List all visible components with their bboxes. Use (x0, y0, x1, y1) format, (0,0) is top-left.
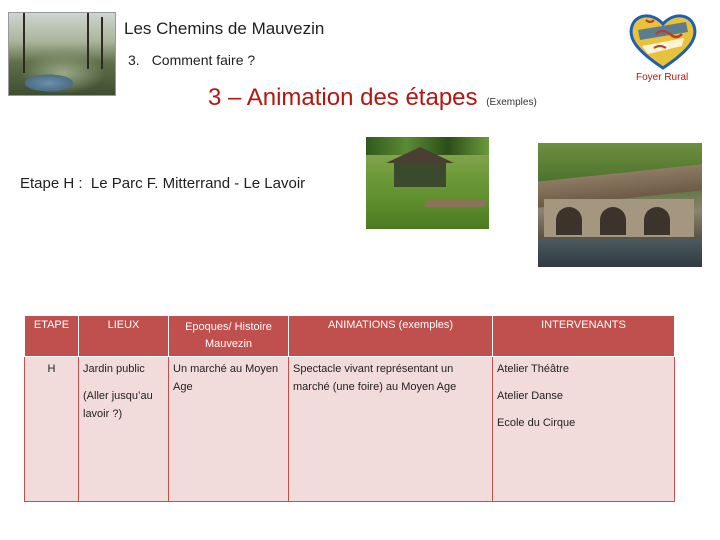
logo-caption: Foyer Rural (636, 72, 689, 83)
lieux-line: (Aller jusqu’au lavoir ?) (83, 390, 153, 420)
park-photo (366, 137, 489, 229)
page-title: Les Chemins de Mauvezin (124, 19, 325, 38)
cell-intervenants (493, 357, 675, 502)
header-animations: ANIMATIONS (exemples) (289, 316, 493, 357)
cell-etape: H (25, 357, 79, 502)
lieux-line: Jardin public (83, 363, 145, 375)
etape-label: Etape H : (20, 175, 83, 192)
table-row (25, 357, 675, 502)
intervenant-item: Atelier Théâtre (497, 363, 569, 375)
table-header-row (25, 316, 675, 357)
subtitle-text: Comment faire ? (151, 52, 256, 68)
header-photo-stream (8, 12, 116, 96)
section-subtitle (128, 52, 255, 68)
header-etape: ETAPE (25, 316, 79, 357)
animation-table (24, 315, 675, 502)
subtitle-number: 3. (128, 52, 140, 68)
lavoir-photo (538, 143, 702, 267)
header-epoques: Epoques/ Histoire Mauvezin (169, 316, 289, 357)
etape-place: Le Parc F. Mitterrand - Le Lavoir (90, 175, 306, 192)
cell-animations: Spectacle vivant représentant un marché (une foire) au Moyen Age (289, 357, 493, 502)
header-lieux: LIEUX (79, 316, 169, 357)
foyer-rural-logo (626, 8, 700, 72)
heading-text: 3 – Animation des étapes (208, 84, 478, 111)
heading-note: (Exemples) (486, 97, 537, 108)
header-intervenants: INTERVENANTS (493, 316, 675, 357)
cell-epoques: Un marché au Moyen Age (169, 357, 289, 502)
etape-heading (20, 175, 305, 192)
intervenant-item: Atelier Danse (497, 390, 564, 402)
intervenant-item: Ecole du Cirque (497, 417, 576, 429)
cell-lieux (79, 357, 169, 502)
slide-heading (208, 84, 537, 112)
